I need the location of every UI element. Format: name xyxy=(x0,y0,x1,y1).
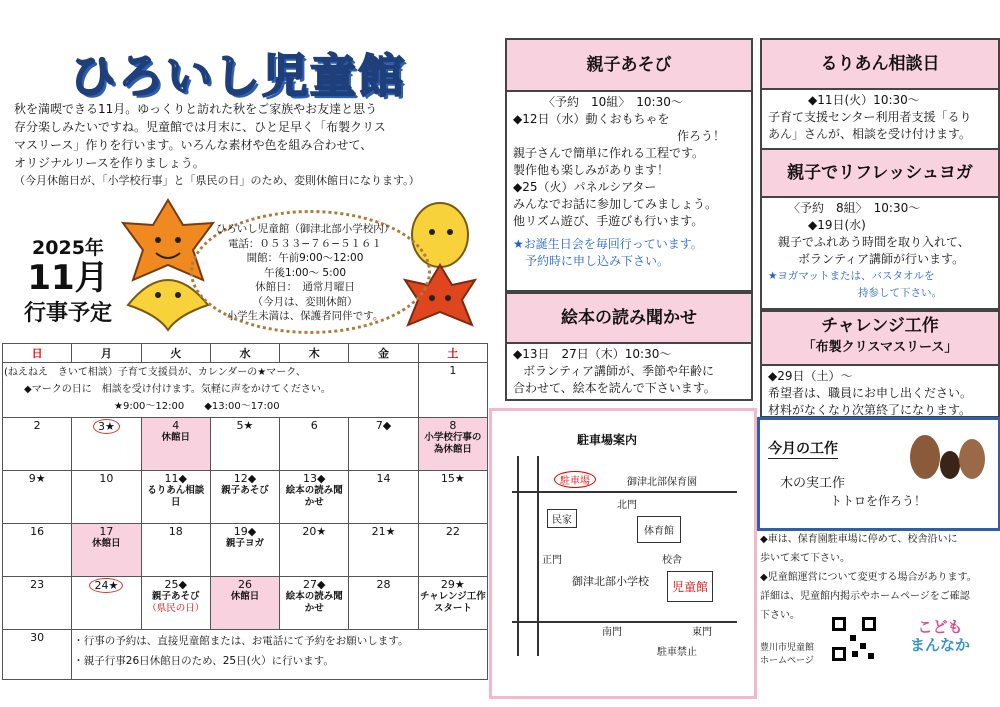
panel-title xyxy=(762,312,998,366)
calendar-day xyxy=(141,524,210,577)
note-line: ◆児童館運営について変更する場合があります。 xyxy=(760,572,977,583)
facility-info xyxy=(215,222,395,324)
panel-body xyxy=(762,366,998,421)
text-line: ボランティア講師が、季節や年齢に xyxy=(523,364,715,378)
parking-map xyxy=(489,408,757,699)
weekday-header: 土 xyxy=(418,344,487,363)
weekday-header: 日 xyxy=(3,344,72,363)
calendar-notes xyxy=(72,630,488,680)
calendar-day xyxy=(72,418,141,471)
calendar-day xyxy=(210,524,279,577)
text-line: ◆11日(火）10:30〜 xyxy=(808,93,920,107)
month-label: 11月 xyxy=(27,258,109,298)
calendar-row xyxy=(3,630,488,680)
challenge-title: チャレンジ工作 xyxy=(821,316,939,336)
day-number: 3★ xyxy=(93,419,120,434)
day-event: 絵本の読み聞かせ xyxy=(285,485,343,508)
text-line: ◆13日 27日（木）10:30〜 xyxy=(513,347,672,361)
calendar-day: 1 xyxy=(418,363,487,418)
road xyxy=(512,491,737,493)
text-line: 製作他も楽しみがあります！ xyxy=(513,163,670,177)
calendar-day xyxy=(280,577,349,630)
day-number: 21★ xyxy=(371,525,396,538)
calendar-day xyxy=(210,418,279,471)
yoga-panel xyxy=(760,148,1000,310)
calendar-day xyxy=(418,577,487,630)
day-number: 9★ xyxy=(28,472,46,485)
logo-line: まんなか xyxy=(910,636,971,654)
kodomo-mannaka-logo xyxy=(910,618,970,654)
note-line: 詳細は、児童館内掲示やホームページをご確認 xyxy=(760,591,970,602)
consult-note: ◆マークの日に 相談を受け付けます。気軽に声をかけてください。 xyxy=(24,384,331,395)
road xyxy=(517,456,519,656)
weekday-header: 金 xyxy=(349,344,418,363)
text-line: 他リズム遊び、手遊びも行います。 xyxy=(513,214,704,228)
homepage-label-line: 豊川市児童館 xyxy=(760,643,815,653)
road xyxy=(537,456,539,656)
map-kitamon: 北門 xyxy=(617,500,637,511)
day-number: 8 xyxy=(449,419,457,432)
intro-text xyxy=(14,100,490,190)
text-line: ★ヨガマットまたは、バスタオルを xyxy=(768,270,935,282)
text-line: 親子でふれあう時間を取り入れて、 xyxy=(778,235,970,249)
day-number: 2 xyxy=(33,419,41,432)
day-event: 休館日 xyxy=(161,432,190,443)
facility-hours-am: 開館：午前9:00〜12:00 xyxy=(246,252,364,264)
day-event: 小学校行事の為休館日 xyxy=(424,432,482,455)
note-line: ◆車は、保育園駐車場に停めて、校舎沿いに xyxy=(760,534,958,545)
facility-note: 小学生未満は、保護者同伴です。 xyxy=(226,310,384,322)
homepage-label xyxy=(760,640,814,666)
calendar-note: ・行事の予約は、直接児童館または、お電話にて予約をお願いします。 xyxy=(73,635,409,647)
calendar-day xyxy=(349,577,418,630)
day-number: 27◆ xyxy=(303,578,326,591)
calendar-day xyxy=(418,418,487,471)
text-line: 材料がなくなり次第終了になります。 xyxy=(768,403,972,417)
day-number: 6 xyxy=(310,419,318,432)
intro-line: 秋を満喫できる11月。ゆっくりと訪れた秋をご家族やお友達と思う xyxy=(14,102,378,116)
weekday-header: 水 xyxy=(210,344,279,363)
challenge-panel xyxy=(760,310,1000,418)
day-event: るりあん相談日 xyxy=(147,485,205,508)
calendar-day xyxy=(349,471,418,524)
page-title: ひろいし児童館 xyxy=(70,49,406,103)
calendar-row xyxy=(3,363,488,418)
text-line: 作ろう！ xyxy=(676,129,725,143)
day-number: 13◆ xyxy=(303,472,326,485)
panel-body xyxy=(507,344,751,399)
day-number: 12◆ xyxy=(233,472,257,485)
calendar-weeks xyxy=(3,418,488,630)
craft-line: トトロを作ろう！ xyxy=(830,494,927,508)
day-number: 19◆ xyxy=(233,525,257,538)
consult-note: (ねえねえ きいて相談）子育て支援員が、カレンダーの★マーク、 xyxy=(4,367,306,378)
day-number: 17 xyxy=(99,525,114,538)
panel-body xyxy=(762,90,998,145)
map-taiikukan: 体育館 xyxy=(637,516,681,543)
day-number: 18 xyxy=(168,525,183,538)
calendar-header-row xyxy=(3,344,488,363)
consult-note-cell xyxy=(3,363,419,418)
calendar-day xyxy=(3,577,72,630)
day-event: 絵本の読み聞かせ xyxy=(285,591,343,614)
logo-line: こども xyxy=(917,618,963,636)
map-nopark: 駐車禁止 xyxy=(657,647,697,658)
day-number: 15★ xyxy=(440,472,465,485)
day-event-note: （県民の日） xyxy=(147,603,205,614)
oyako-asobi-panel xyxy=(505,38,753,292)
day-number: 11◆ xyxy=(164,472,187,485)
day-number: 26 xyxy=(237,578,252,591)
calendar-row xyxy=(3,524,488,577)
craft-line: 木の実工作 xyxy=(780,476,846,491)
notes xyxy=(760,530,996,625)
ehon-panel xyxy=(505,292,753,401)
calendar-day xyxy=(141,471,210,524)
map-minamimon: 南門 xyxy=(602,627,622,638)
calendar-day xyxy=(141,418,210,471)
calendar-note: ・親子行事26日休館日のため、25日(火）に行います。 xyxy=(73,655,334,667)
homepage-label-line: ホームページ xyxy=(760,656,814,666)
acorn-totoro-icon xyxy=(900,425,990,485)
day-number: 28 xyxy=(376,578,391,591)
day-number: 14 xyxy=(376,472,391,485)
calendar-day xyxy=(72,471,141,524)
day-number: 23 xyxy=(30,578,45,591)
calendar-day xyxy=(72,524,141,577)
facility-hours-pm: 午後1:00〜 5:00 xyxy=(264,266,346,279)
text-line: 希望者は、職員にお申し出ください。 xyxy=(768,386,973,400)
day-event: チャレンジ工作スタート xyxy=(419,591,486,614)
text-line: 予約時に申し込み下さい。 xyxy=(525,254,670,268)
weekday-header: 火 xyxy=(141,344,210,363)
day-number: 5★ xyxy=(236,419,254,432)
panel-body xyxy=(507,92,751,272)
facility-name: ひろいし児童館（御津北部小学校内） xyxy=(215,223,395,235)
text-line: ★お誕生日会を毎回行っています。 xyxy=(513,237,703,251)
text-line: 親子さんで簡単に作れる工程です。 xyxy=(513,146,705,160)
text-line: 子育て支援センター利用者支援「るり xyxy=(768,110,972,124)
day-event: 休館日 xyxy=(230,591,260,602)
text-line: ◆29日（土）〜 xyxy=(768,369,853,383)
map-minka: 民家 xyxy=(547,509,577,528)
day-event: 休館日 xyxy=(92,538,121,549)
day-number: 4 xyxy=(172,419,180,432)
note-line: 歩いて来て下さい。 xyxy=(760,553,850,564)
challenge-subtitle: 「布製クリスマスリース」 xyxy=(802,340,958,355)
calendar-day xyxy=(3,524,72,577)
day-number: 22 xyxy=(445,525,460,538)
panel-body xyxy=(762,198,998,304)
text-line: あん」さんが、相談を受け付けます。 xyxy=(768,127,972,141)
calendar-day xyxy=(210,471,279,524)
text-line: 〈予約 10組〉 10:30〜 xyxy=(543,95,683,109)
panel-title: 絵本の読み聞かせ xyxy=(507,294,751,344)
map-parking: 駐車場 xyxy=(554,471,596,488)
note-line: 下さい。 xyxy=(760,610,800,621)
day-event: 親子あそび xyxy=(221,485,269,496)
weekday-header: 木 xyxy=(280,344,349,363)
panel-title: 親子でリフレッシュヨガ xyxy=(762,150,998,198)
map-seimon: 正門 xyxy=(542,555,562,566)
craft-box xyxy=(757,417,1000,531)
day-number: 24★ xyxy=(89,578,123,593)
text-line: ◆19日(水) xyxy=(808,218,866,232)
calendar-day: 30 xyxy=(3,630,72,680)
craft-heading: 今月の工作 xyxy=(768,438,838,459)
text-line: 合わせて、絵本を読んで下さいます。 xyxy=(513,381,716,395)
calendar xyxy=(2,343,488,680)
text-line: ◆25（火）パネルシアター xyxy=(513,180,657,194)
calendar-row xyxy=(3,577,488,630)
facility-closed-note: （今月は、変則休館） xyxy=(252,295,358,308)
calendar-day xyxy=(210,577,279,630)
calendar-day xyxy=(3,471,72,524)
intro-line: 存分楽しみたいですね。児童館では月末に、ひと足早く「布製クリス xyxy=(14,120,386,134)
text-line: みんなでお話に参加してみましょう。 xyxy=(513,197,718,211)
day-number: 7◆ xyxy=(375,419,392,432)
calendar-day xyxy=(72,577,141,630)
ruian-panel xyxy=(760,38,1000,150)
calendar-day xyxy=(418,471,487,524)
calendar-day xyxy=(418,524,487,577)
month-heading xyxy=(18,233,118,327)
map-school: 御津北部小学校 xyxy=(572,575,649,588)
day-number: 20★ xyxy=(302,525,327,538)
map-hoikuen: 御津北部保育園 xyxy=(627,477,697,488)
calendar-row xyxy=(3,418,488,471)
text-line: 持参して下さい。 xyxy=(858,287,942,299)
day-number: 29★ xyxy=(440,578,465,591)
weekday-header: 月 xyxy=(72,344,141,363)
text-line: ボランティア講師が行います。 xyxy=(798,252,965,266)
calendar-day xyxy=(349,524,418,577)
text-line: ◆12日（水）動くおもちゃを xyxy=(513,112,670,126)
map-kousha: 校舎 xyxy=(662,555,682,566)
year-label: 2025年 xyxy=(32,237,104,259)
schedule-label: 行事予定 xyxy=(23,301,112,326)
facility-tel: 電話：０５３３−７６−５１６１ xyxy=(227,237,383,250)
calendar-day xyxy=(349,418,418,471)
qr-code-icon[interactable] xyxy=(830,615,878,663)
consult-note: ★9:00〜12:00 ◆13:00〜17:00 xyxy=(114,401,280,412)
calendar-day xyxy=(280,471,349,524)
calendar-day xyxy=(280,418,349,471)
day-number: 25◆ xyxy=(164,578,187,591)
day-event: 親子あそび xyxy=(151,591,200,602)
calendar-day xyxy=(280,524,349,577)
panel-title: るりあん相談日 xyxy=(762,40,998,90)
day-event: 親子ヨガ xyxy=(225,538,264,549)
text-line: 〈予約 8組〉 10:30〜 xyxy=(788,201,921,215)
day-number: 16 xyxy=(30,525,45,538)
map-title: 駐車場案内 xyxy=(577,433,638,447)
calendar-day xyxy=(3,418,72,471)
calendar-day xyxy=(141,577,210,630)
intro-note: （今月休館日が、「小学校行事」と「県民の日」のため、変則休館日になります。） xyxy=(14,174,420,187)
intro-line: オリジナルリースを作りましょう。 xyxy=(14,156,205,170)
map-jidokan: 児童館 xyxy=(667,571,713,602)
intro-line: マスリース」作りを行います。いろんな素材や色を組み合わせて、 xyxy=(14,138,373,152)
map-higashimon: 東門 xyxy=(692,627,712,638)
panel-title: 親子あそび xyxy=(507,40,751,92)
calendar-row xyxy=(3,471,488,524)
facility-closed: 休館日： 通常月曜日 xyxy=(255,281,355,293)
day-number: 10 xyxy=(99,472,114,485)
